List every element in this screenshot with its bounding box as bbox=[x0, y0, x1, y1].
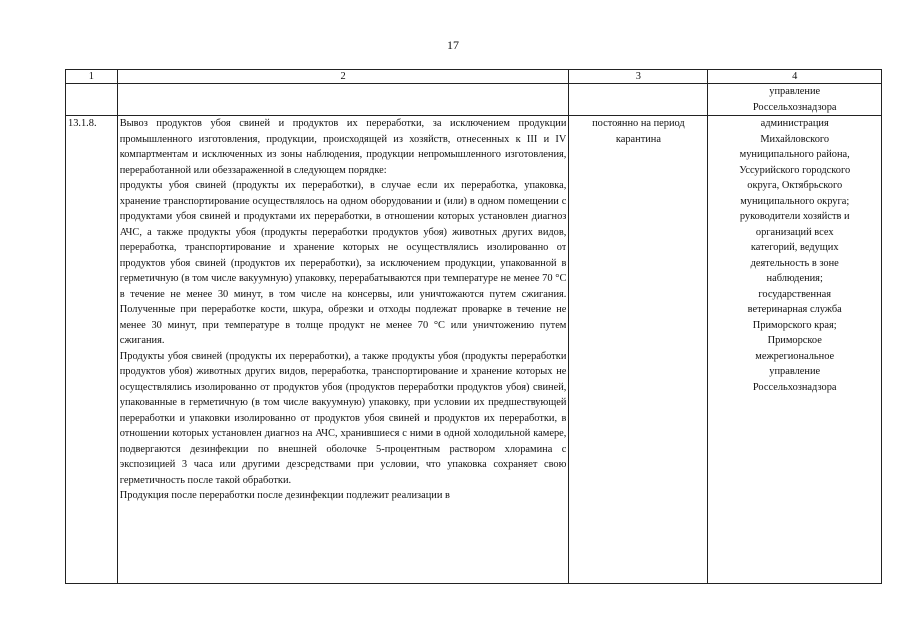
header-col-1: 1 bbox=[66, 70, 118, 84]
header-col-4: 4 bbox=[708, 70, 882, 84]
responsible-line: муниципального округа; bbox=[740, 195, 850, 207]
term-cell bbox=[569, 116, 708, 584]
measures-table bbox=[65, 69, 882, 584]
row-number: 13.1.8. bbox=[68, 118, 97, 129]
page-number: 17 bbox=[447, 38, 459, 52]
table-row bbox=[66, 116, 882, 584]
measure-paragraph: Продукты убоя свиней (продукты их переработки), а также продукты убоя (продукты переработки продуктов убоя) животных других видов, переработка, транспортирование и хранение которых не осуществлялись изолированно от продуктов убоя (продуктов переработки продуктов убоя) свиней, упакованные в герметичную (в том числе вакуумную) упаковку, при условии их предшествующей переработки и упаковки изолированно от продуктов убоя свиней и продуктов их переработки, в отношении которых установлен диагноз на АЧС, хранившиеся с ними в одной холодильной камере, подвергаются дезинфекции по внешней оболочке 5-процентным раствором хлорамина с экспозицией 3 часа или другими дезсредствами при условии, что упаковка сохраняет свою герметичность после такой обработки. bbox=[119, 350, 567, 486]
measure-paragraph: Вывоз продуктов убоя свиней и продуктов их переработки, за исключением продукции промышленного изготовления, продукции, происходящей из хозяйств, отнесенных к III и IV компартментам и исключенных из зоны наблюдения, продукции непромышленного изготовления, переработанной или обеззараженной в следующем порядке: bbox=[119, 118, 567, 176]
responsible-line: межрегиональное bbox=[755, 350, 835, 362]
responsible-line: деятельность в зоне bbox=[750, 257, 839, 269]
responsible-line: Михайловского bbox=[760, 133, 830, 145]
continuation-row bbox=[66, 84, 882, 116]
responsible-line: Уссурийского городского bbox=[739, 164, 851, 176]
term-line: постоянно на период bbox=[592, 118, 685, 129]
measure-text-block bbox=[120, 116, 567, 583]
continuation-number-cell bbox=[66, 84, 118, 116]
measure-cell bbox=[117, 116, 569, 584]
responsible-line: ветеринарная служба bbox=[747, 304, 842, 315]
responsible-cell bbox=[708, 116, 882, 584]
responsible-line: управление bbox=[769, 86, 821, 97]
continuation-responsible-cell bbox=[708, 84, 882, 116]
responsible-line: управление bbox=[769, 366, 821, 377]
responsible-line: администрация bbox=[760, 118, 829, 129]
responsible-line: категорий, ведущих bbox=[750, 242, 839, 253]
continuation-measure-cell bbox=[117, 84, 569, 116]
responsible-line: государственная bbox=[758, 288, 832, 300]
header-col-3: 3 bbox=[569, 70, 708, 84]
responsible-line: Россельхознадзора bbox=[752, 381, 837, 393]
header-col-2: 2 bbox=[117, 70, 569, 84]
responsible-line: руководители хозяйств и bbox=[739, 211, 850, 222]
measure-paragraph: Продукция после переработки после дезинфекции подлежит реализации в bbox=[119, 490, 450, 501]
responsible-line: Россельхознадзора bbox=[752, 101, 837, 113]
measure-paragraph: продукты убоя свиней (продукты их переработки), в случае если их переработка, упаковка, хранение транспортирование осуществлялось на одном оборудовании и (или) в одном помещении с продуктами убоя свиней и продуктами их переработки, в отношении которых установлен диагноз АЧС, а также продукты убоя (продукты переработки продуктов убоя) животных других видов, переработка, транспортирование и хранение которых не осуществлялись изолированно от продуктов убоя свиней (продуктов их переработки), за исключением продукции, упакованной в герметичную (в том числе вакуумную) упаковку, перерабатываются при температуре не менее 70 °С в течение не менее 30 минут, в том числе на консервы, или уничтожаются путем сжигания. Полученные при переработке кости, шкура, обрезки и отходы подлежат проварке в течение не менее 30 минут, при температуре в толще продукт не менее 70 °С или уничтожению путем сжигания. bbox=[119, 180, 567, 346]
responsible-line: муниципального района, bbox=[739, 149, 850, 160]
responsible-line: Приморское bbox=[767, 335, 822, 346]
continuation-term-cell bbox=[569, 84, 708, 116]
term-line: карантина bbox=[615, 133, 661, 145]
responsible-line: организаций всех bbox=[755, 226, 834, 238]
row-number-cell bbox=[66, 116, 118, 584]
responsible-line: Приморского края; bbox=[752, 319, 837, 331]
table-header-row bbox=[66, 70, 882, 84]
responsible-line: наблюдения; bbox=[766, 273, 823, 284]
responsible-line: округа, Октябрьского bbox=[747, 180, 843, 191]
